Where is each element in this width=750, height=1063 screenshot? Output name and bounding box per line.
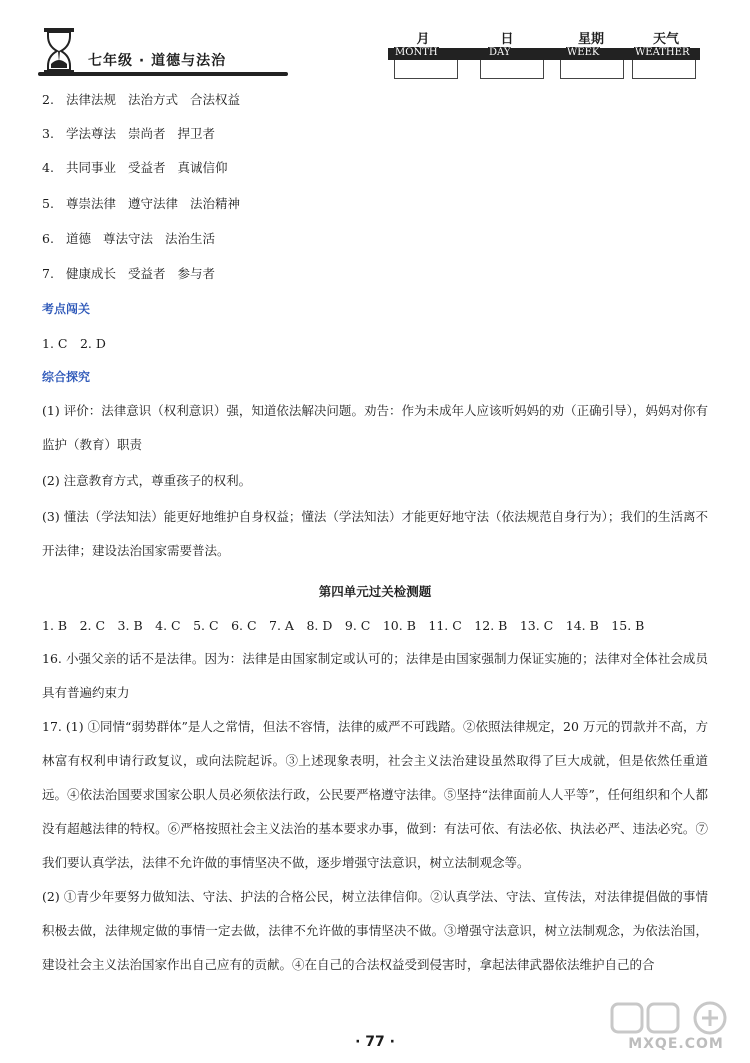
month-en: MONTH [395,47,438,58]
list-item: 4. 共同事业 受益者 真诚信仰 [42,160,228,175]
book-title: 七年级 · 道德与法治 [88,53,227,69]
section-heading-kaodian: 考点闯关 [42,302,91,316]
day-slot [480,60,544,79]
list-item: 3. 学法尊法 崇尚者 捍卫者 [42,126,215,141]
book-header [38,26,308,80]
list-item: 6. 道德 尊法守法 法治生活 [42,231,215,246]
weather-field [632,28,700,47]
watermark-logo-icon [608,1000,744,1036]
page-number: · 77 · [355,1034,395,1050]
list-item: 2. 法律法规 法治方式 合法权益 [42,92,240,107]
watermark-text: MXQE.COM [628,1036,724,1052]
hourglass-icon [38,26,80,76]
kaodian-answers: 1. C 2. D [42,336,106,351]
watermark [608,1000,744,1058]
day-en: DAY [489,47,511,58]
weather-slot [632,60,696,79]
question-17-part-1: 17. (1) ①同情“弱势群体”是人之常情，但法不容情，法律的威严不可践踏。②依照法律规定，20 万元的罚款并不高，方林富有权利申请行政复议，或向法院起诉。③上述现象表明，社会主义法治建设虽然取得了巨大成就，但是依然任重道远。④依法治国要求国家公职人员必须依法行政，公民要严格遵守法律。⑤坚持“法律面前人人平等”，任何组织和个人都没有超越法律的特权。⑥严格按照社会主义法治的基本要求办事，做到：有法可依、有法必依、执法必严、违法必究。⑦我们要认真学法，法律不允许做的事情坚决不做，逐步增强守法意识，树立法制观念等。 [42,719,708,870]
unit-test-title: 第四单元过关检测题 [318,584,432,599]
weather-label: 天气 [652,32,679,47]
weather-en: WEATHER [635,47,690,58]
list-item: 5. 尊崇法律 遵守法律 法治精神 [42,196,240,211]
zonghe-paragraph-1: (1) 评价：法律意识（权利意识）强，知道依法解决问题。劝告：作为未成年人应该听妈妈的劝（正确引导），妈妈对你有监护（教育）职责 [42,403,708,452]
week-slot [560,60,624,79]
month-field [388,28,458,47]
month-slot [394,60,458,79]
week-label: 星期 [577,32,604,47]
zonghe-paragraph-3: (3) 懂法（学法知法）能更好地维护自身权益；懂法（学法知法）才能更好地守法（依法规范自身行为）；我们的生活离不开法律；建设法治国家需要普法。 [42,509,708,558]
day-label: 日 [500,32,514,47]
list-item: 7. 健康成长 受益者 参与者 [42,266,215,281]
date-weather-box [388,28,700,68]
month-label: 月 [416,32,430,47]
week-en: WEEK [567,47,600,58]
zonghe-paragraph-2: (2) 注意教育方式，尊重孩子的权利。 [42,473,252,488]
day-field [472,28,542,47]
question-16: 16. 小强父亲的话不是法律。因为：法律是由国家制定或认可的；法律是由国家强制力保证实施的；法律对全体社会成员具有普遍约束力 [42,651,708,700]
header-underline [38,72,288,76]
week-field [556,28,626,47]
question-17-part-2: (2) ①青少年要努力做知法、守法、护法的合格公民，树立法律信仰。②认真学法、守法、宣传法，对法律提倡做的事情积极去做，法律规定做的事情一定去做，法律不允许做的事情坚决不做。③增强守法意识，树立法制观念，为依法治国，建设社会主义法治国家作出自己应有的贡献。④在自己的合法权益受到侵害时，拿起法律武器依法维护自己的合 [42,889,708,972]
section-heading-zonghe: 综合探究 [42,370,91,384]
choice-answers: 1. B 2. C 3. B 4. C 5. C 6. C 7. A 8. D 9. C 10. B 11. C 12. B 13. C 14. B 15. B [42,618,645,633]
